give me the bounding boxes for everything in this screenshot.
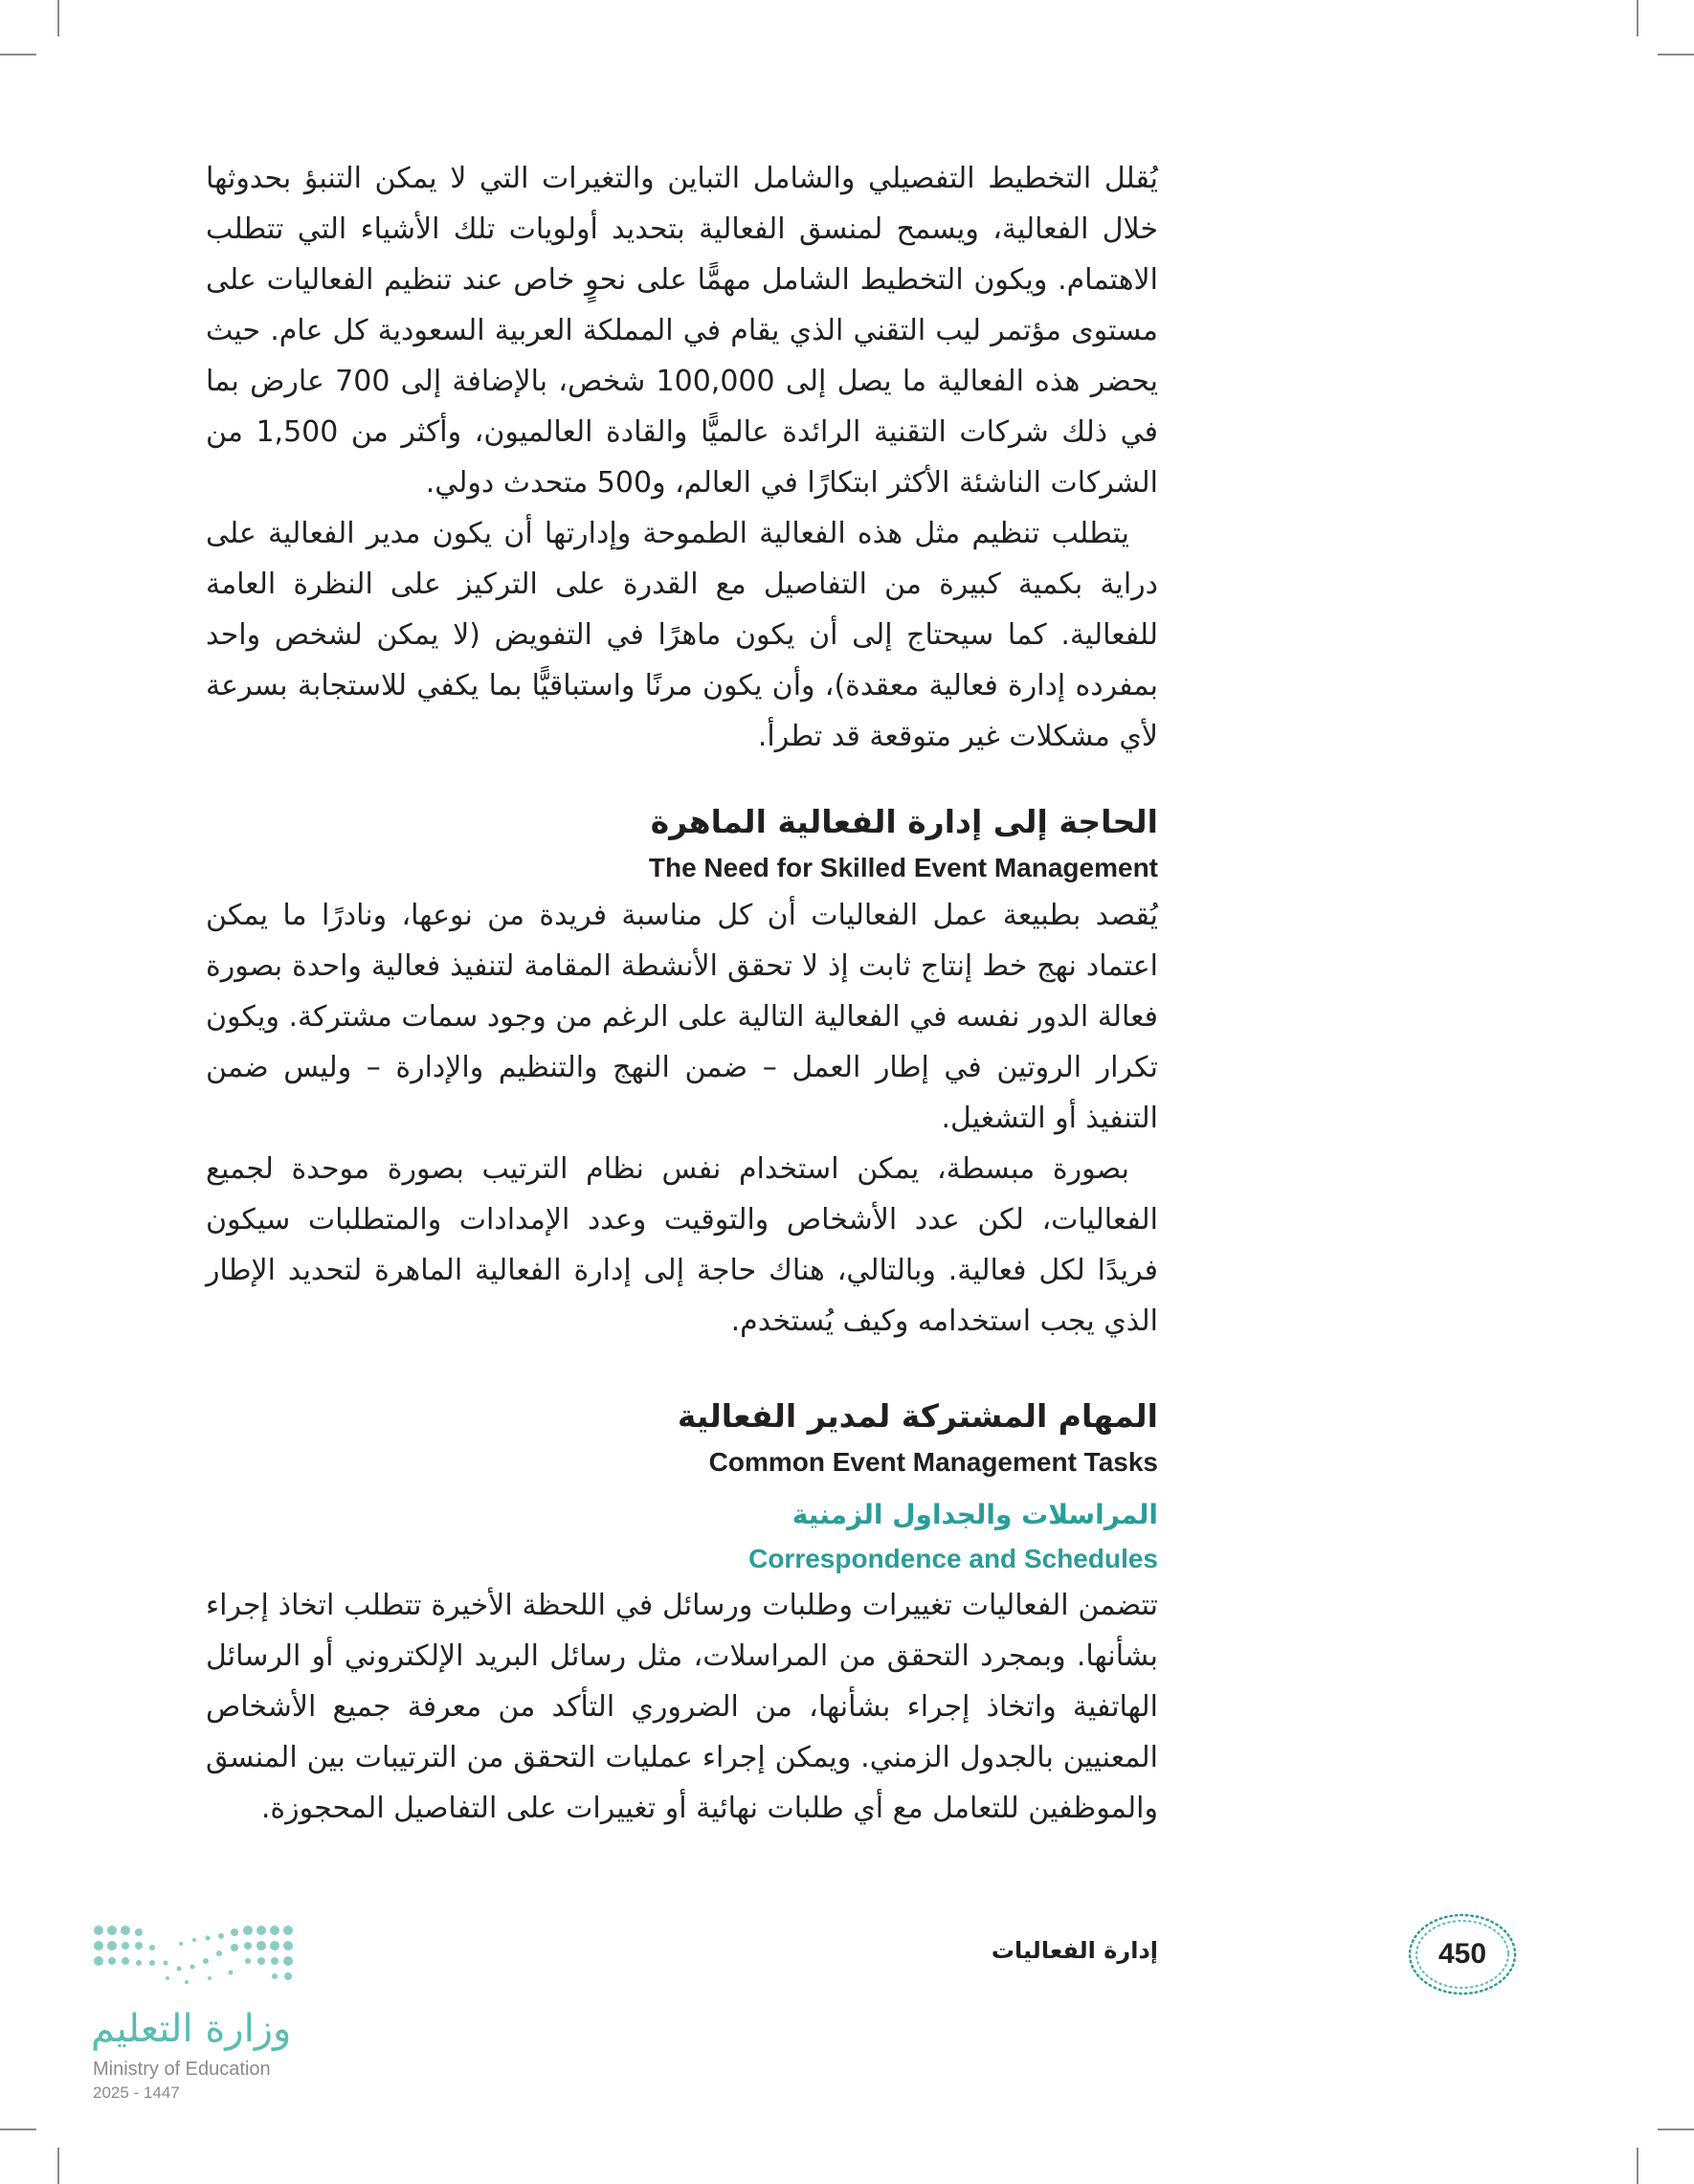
- crop-mark-top-right: [1658, 54, 1694, 56]
- intro-paragraph-1: يُقلل التخطيط التفصيلي والشامل التباين والتغيرات التي لا يمكن التنبؤ بحدوثها خلال الفعالية، ويسمح لمنسق الفعالية بتحديد أولويات تلك الأشياء التي تتطلب الاهتمام. ويكون التخطيط الشامل مهمًّا على نحوٍ خاص عند تنظيم الفعاليات على مستوى مؤتمر ليب التقني الذي يقام في المملكة العربية السعودية كل عام. حيث يحضر هذه الفعالية ما يصل إلى 100,000 شخص، بالإضافة إلى 700 عارض بما في ذلك شركات التقنية الرائدة عالميًّا والقادة العالميون، وأكثر من 1,500 من الشركات الناشئة الأكثر ابتكارًا في العالم، و500 متحدث دولي.: [206, 162, 1159, 500]
- page-number: 450: [1438, 1938, 1487, 1970]
- crop-mark-bottom-right-v: [1637, 2148, 1638, 2184]
- section1-paragraph-2: بصورة مبسطة، يمكن استخدام نفس نظام الترتيب بصورة موحدة لجميع الفعاليات، لكن عدد الأشخاص والتوقيت وعدد الإمدادات والمتطلبات سيكون فريدًا لكل فعالية. وبالتالي، هناك حاجة إلى إدارة الفعالية الماهرة لتحديد الإطار الذي يجب استخدامه وكيف يُستخدم.: [206, 1152, 1158, 1338]
- crop-mark-bottom-left-v: [57, 2148, 59, 2184]
- dots-pattern-icon: [91, 1919, 311, 2005]
- subsection-title-en: Correspondence and Schedules: [748, 1544, 1158, 1573]
- crop-mark-bottom-left: [0, 2128, 36, 2130]
- section-skilled-event-management: [206, 798, 1158, 1347]
- crop-mark-bottom-right: [1658, 2128, 1694, 2130]
- logo-text-en: Ministry of Education: [93, 2059, 271, 2080]
- logo-year: 2025 - 1447: [93, 2084, 180, 2102]
- crop-mark-top-left-v: [57, 0, 59, 36]
- book-title: إدارة الفعاليات: [991, 1937, 1158, 1964]
- section-common-tasks: [206, 1393, 1158, 1834]
- section1-paragraph-1: يُقصد بطبيعة عمل الفعاليات أن كل مناسبة فريدة من نوعها، ونادرًا ما يمكن اعتماد نهج خط إنتاج ثابت إذ لا تحقق الأنشطة المقامة لتنفيذ فعالية واحدة بصورة فعالة الدور نفسه في الفعالية التالية على الرغم من وجود سمات مشتركة. ويكون تكرار الروتين في إطار العمل – ضمن النهج والتنظيم والإدارة – وليس ضمن التنفيذ أو التشغيل.: [206, 899, 1158, 1135]
- section-title-en: Common Event Management Tasks: [708, 1447, 1158, 1477]
- intro-paragraph-2: يتطلب تنظيم مثل هذه الفعالية الطموحة وإدارتها أن يكون مدير الفعالية على دراية بكمية كبيرة من التفاصيل مع القدرة على التركيز على النظرة العامة للفعالية. كما سيحتاج إلى أن يكون ماهرًا في التفويض (لا يمكن لشخص واحد بمفرده إدارة فعالية معقدة)، وأن يكون مرنًا واستباقيًّا بما يكفي للاستجابة بسرعة لأي مشكلات غير متوقعة قد تطرأ.: [206, 517, 1158, 753]
- subsection-title-ar: المراسلات والجداول الزمنية: [791, 1499, 1158, 1530]
- section-title-en: The Need for Skilled Event Management: [648, 853, 1158, 882]
- section-title-ar: الحاجة إلى إدارة الفعالية الماهرة: [650, 803, 1158, 840]
- ministry-logo: [91, 1919, 311, 2120]
- page-number-badge: [1405, 1912, 1520, 1996]
- logo-text-ar: وزارة التعليم: [91, 2007, 292, 2051]
- section-title-ar: المهام المشتركة لمدير الفعالية: [677, 1397, 1158, 1435]
- crop-mark-top-right-v: [1637, 0, 1638, 36]
- page-content: [206, 153, 1158, 1834]
- crop-mark-top-left: [0, 54, 36, 56]
- section2-paragraph-1: تتضمن الفعاليات تغييرات وطلبات ورسائل في اللحظة الأخيرة تتطلب اتخاذ إجراء بشأنها. وبمجرد التحقق من المراسلات، مثل رسائل البريد الإلكتروني أو الرسائل الهاتفية واتخاذ إجراء بشأنها، من الضروري التأكد من معرفة جميع الأشخاص المعنيين بالجدول الزمني. ويمكن إجراء عمليات التحقق من الترتيبات بين المنسق والموظفين للتعامل مع أي طلبات نهائية أو تغييرات على التفاصيل المحجوزة.: [206, 1589, 1158, 1825]
